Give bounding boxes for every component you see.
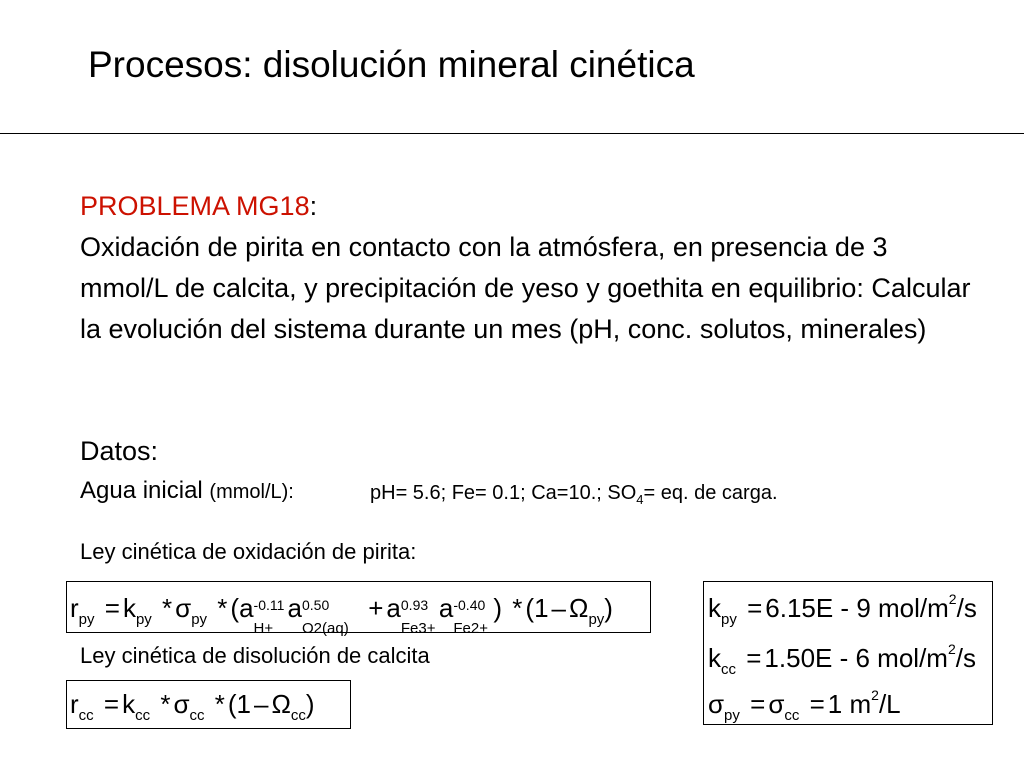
one: 1 [534,593,549,623]
k-symbol: k [122,593,136,623]
k-subscript: py [721,611,737,628]
equals-sign: = [746,643,762,673]
kpy-value: 6.15E - 9 [765,593,871,623]
times-sign: * [217,593,228,623]
agua-values-text: pH= 5.6; Fe= 0.1; Ca=10.; SO [370,482,637,504]
activity-symbol: a [239,593,254,623]
kpy-unit: mol/m [878,593,949,623]
agua-label: Agua inicial [80,477,203,504]
pirita-law-colon: : [410,539,417,564]
problem-statement [80,186,980,350]
kcc-value: 1.50E - 6 [764,643,870,673]
sigma-value: 1 [827,689,843,719]
fe2-exponent: -0.40 [453,597,486,613]
omega-subscript: cc [290,707,306,724]
kpy-unit-tail: /s [956,593,977,623]
pirita-law-text: Ley cinética de oxidación de pirita [80,539,411,564]
fe3-subscript: Fe3+ [400,620,436,637]
pirita-law-label [80,538,416,566]
minus-sign: – [254,689,269,719]
close-paren: ) [305,689,315,719]
minus-sign: – [551,593,566,623]
constant-kcc [708,643,976,678]
k-symbol: k [708,593,721,623]
calcita-law-label: Ley cinética de disolución de calcita [80,643,430,668]
calcita-rate-equation [70,689,315,724]
page-title: Procesos: disolución mineral cinética [88,44,695,85]
plus-sign: + [368,593,384,623]
times-sign: * [214,689,225,719]
so4-subscript: 4 [636,492,644,507]
o2-exponent: 0.50 [302,597,330,613]
kpy-unit-exponent: 2 [948,591,957,607]
sigma-symbol: σ [173,689,190,719]
open-paren: ( [230,593,240,623]
omega-subscript: py [588,611,605,628]
k-subscript: cc [721,661,736,678]
sigma-unit: m [849,689,872,719]
times-sign: * [162,593,173,623]
sigma-subscript: py [191,611,208,628]
constant-sigma [708,689,901,724]
sigma-symbol: σ [175,593,192,623]
agua-units: (mmol/L): [209,481,294,503]
sigma-unit-tail: /L [878,689,901,719]
close-paren: ) [604,593,613,623]
datos-heading: Datos: [80,436,159,466]
problem-label: PROBLEMA MG18 [80,191,310,221]
rate-symbol: r [70,593,79,623]
title-divider [0,133,1024,134]
fe3-exponent: 0.93 [400,597,429,613]
h-subscript: H+ [253,620,274,637]
equals-sign: = [747,593,763,623]
o2-subscript: O2(aq) [302,620,349,637]
kcc-unit: mol/m [877,643,948,673]
agua-values-tail: = eq. de carga. [643,482,778,504]
k-subscript: cc [135,707,151,724]
sigma-py-subscript: py [724,707,740,724]
k-symbol: k [122,689,136,719]
activity-symbol: a [287,593,302,623]
equals-sign: = [104,593,120,623]
open-paren: ( [227,689,237,719]
rate-subscript: cc [78,707,94,724]
problem-text: Oxidación de pirita en contacto con la atmósfera, en presencia de 3 mmol/L de calcita, y precipitación de yeso y goethita en equilibrio: Calcular la evolución del sistema durante un mes (pH, conc. solutos, minerales) [80,232,971,344]
close-paren: ) [493,593,503,623]
kcc-unit-exponent: 2 [947,641,956,657]
fe2-subscript: Fe2+ [453,620,488,637]
activity-symbol: a [386,593,401,623]
equals-sign: = [750,689,766,719]
h-exponent: -0.11 [253,597,285,613]
sigma-subscript: cc [189,707,205,724]
one: 1 [236,689,251,719]
rate-symbol: r [70,689,79,719]
open-paren: ( [525,593,535,623]
kcc-unit-tail: /s [955,643,976,673]
times-sign: * [160,689,171,719]
agua-inicial-line [80,476,940,507]
sigma-symbol: σ [768,689,785,719]
omega-symbol: Ω [271,689,291,719]
pirita-rate-equation [70,593,613,637]
k-subscript: py [135,611,152,628]
omega-symbol: Ω [569,593,589,623]
sigma-cc-subscript: cc [784,707,800,724]
activity-symbol: a [438,593,454,623]
problem-colon: : [309,191,318,221]
equals-sign: = [103,689,120,719]
sigma-symbol: σ [708,689,725,719]
equals-sign: = [809,689,825,719]
sigma-unit-exponent: 2 [871,687,879,703]
rate-subscript: py [78,611,95,628]
times-sign: * [512,593,523,623]
constant-kpy [708,593,977,628]
k-symbol: k [708,643,721,673]
agua-values [370,478,778,515]
